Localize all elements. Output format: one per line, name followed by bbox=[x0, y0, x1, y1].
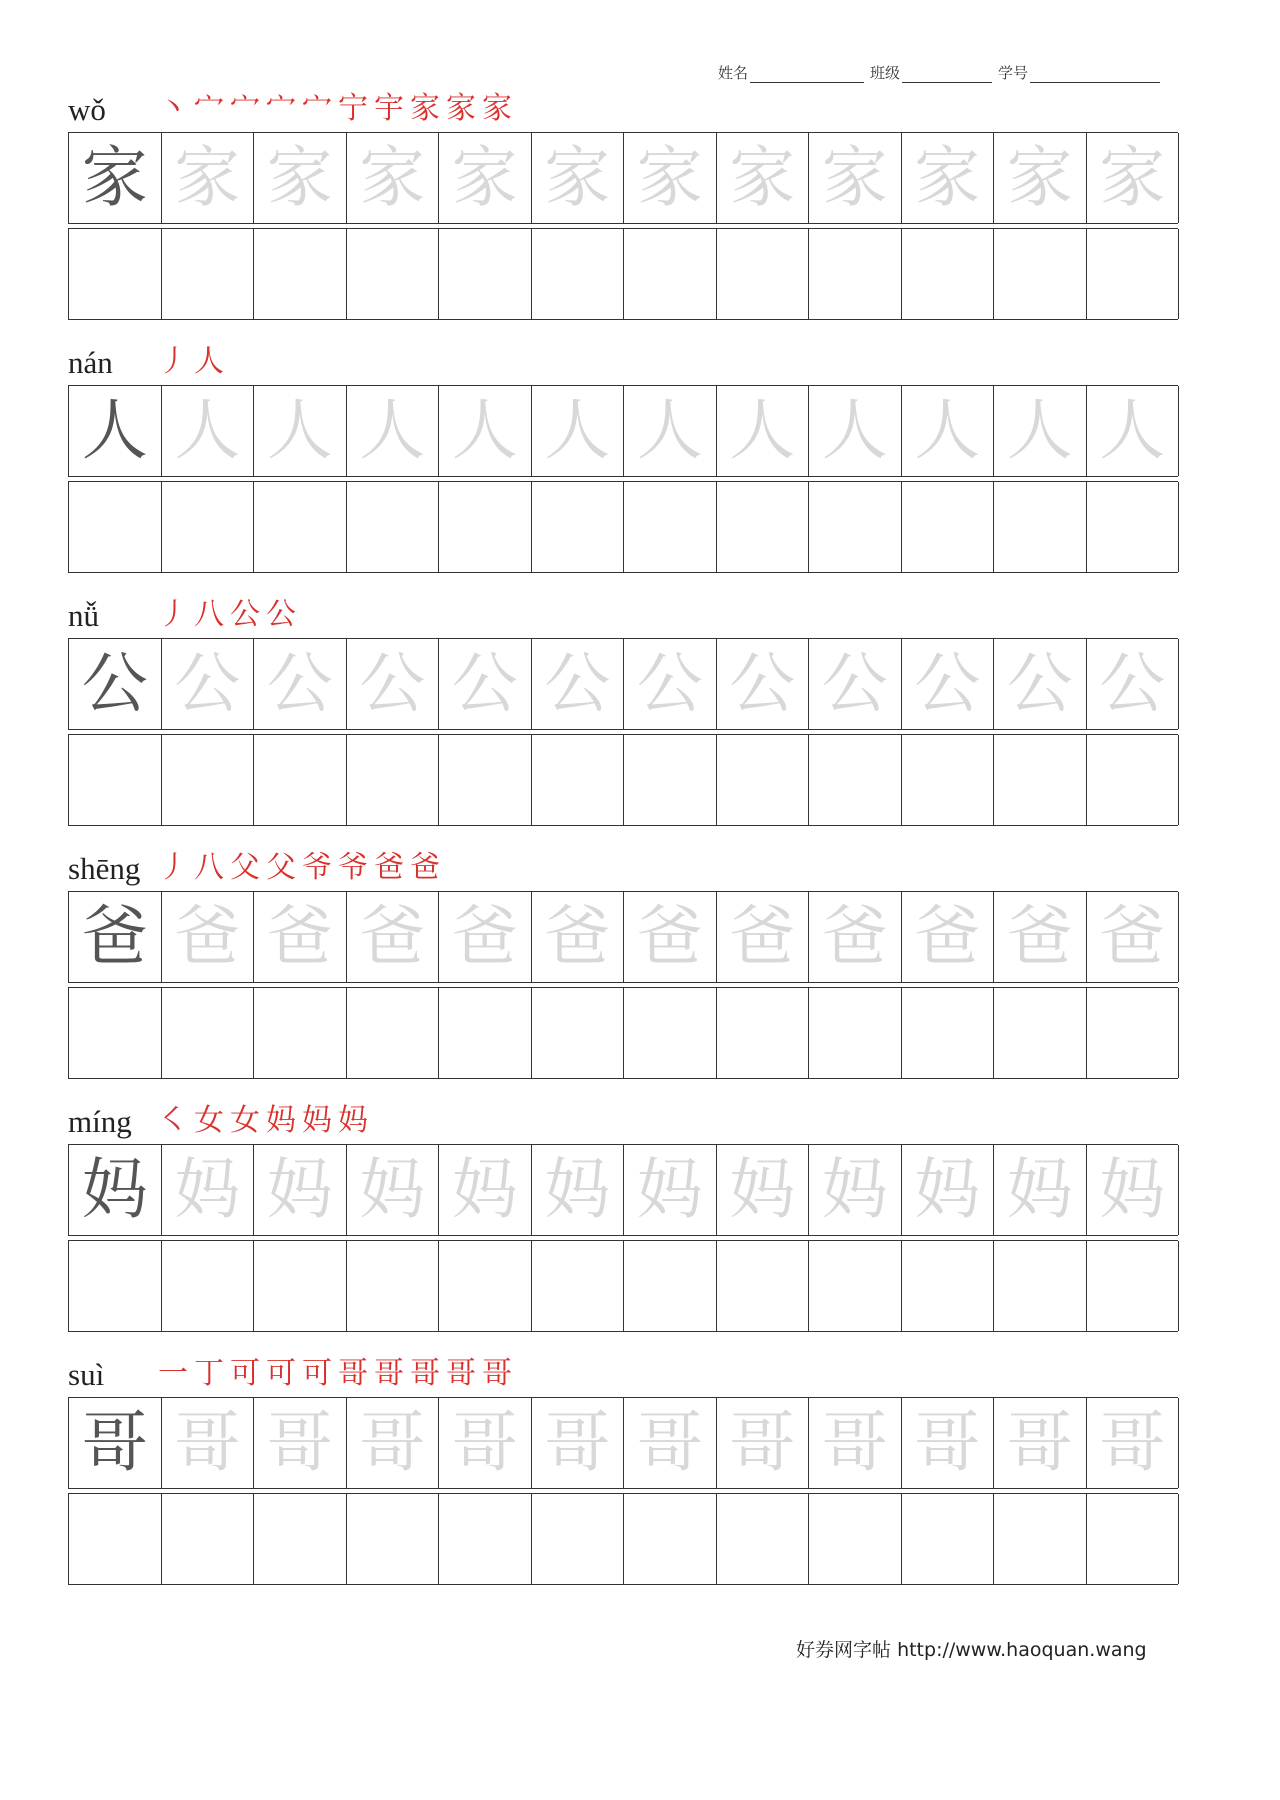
trace-character[interactable]: 爸 bbox=[162, 892, 255, 982]
stroke-step bbox=[266, 1357, 296, 1391]
trace-character[interactable]: 家 bbox=[347, 133, 440, 223]
trace-character[interactable]: 人 bbox=[347, 386, 440, 476]
model-character: 人 bbox=[69, 386, 162, 476]
empty-writing-cell[interactable] bbox=[439, 229, 532, 319]
empty-writing-cell[interactable] bbox=[809, 988, 902, 1078]
empty-writing-cell[interactable] bbox=[69, 482, 162, 572]
stroke-glyph: 妈 bbox=[302, 1103, 332, 1138]
empty-writing-cell[interactable] bbox=[347, 988, 440, 1078]
empty-writing-cell[interactable] bbox=[532, 229, 625, 319]
trace-character[interactable]: 家 bbox=[162, 133, 255, 223]
empty-writing-cell[interactable] bbox=[347, 482, 440, 572]
stroke-glyph: 妈 bbox=[266, 1103, 296, 1138]
stroke-glyph: 爷 bbox=[302, 850, 332, 885]
stroke-glyph: 公 bbox=[230, 597, 260, 632]
empty-writing-cell[interactable] bbox=[69, 988, 162, 1078]
stroke-step bbox=[230, 1104, 260, 1138]
section-title-row bbox=[68, 1092, 1178, 1144]
stroke-glyph: 宇 bbox=[374, 91, 404, 126]
empty-writing-cell[interactable] bbox=[254, 735, 347, 825]
empty-writing-cell[interactable] bbox=[624, 735, 717, 825]
footer-url[interactable]: http://www.haoquan.wang bbox=[897, 1639, 1147, 1661]
empty-writing-cell[interactable] bbox=[347, 1494, 440, 1584]
trace-character[interactable]: 公 bbox=[1087, 639, 1180, 729]
empty-writing-cell[interactable] bbox=[1087, 1494, 1180, 1584]
empty-writing-cell[interactable] bbox=[902, 735, 995, 825]
empty-writing-cell[interactable] bbox=[624, 988, 717, 1078]
empty-writing-cell[interactable] bbox=[532, 735, 625, 825]
empty-writing-cell[interactable] bbox=[162, 229, 255, 319]
practice-section-5 bbox=[68, 1092, 1178, 1332]
empty-writing-cell[interactable] bbox=[717, 988, 810, 1078]
trace-character[interactable]: 公 bbox=[347, 639, 440, 729]
stroke-glyph: 宀 bbox=[194, 91, 224, 126]
trace-character[interactable]: 妈 bbox=[809, 1145, 902, 1235]
trace-character[interactable]: 人 bbox=[532, 386, 625, 476]
stroke-glyph: 家 bbox=[446, 91, 476, 126]
empty-writing-cell[interactable] bbox=[69, 229, 162, 319]
trace-character[interactable]: 家 bbox=[1087, 133, 1180, 223]
stroke-step bbox=[266, 92, 296, 126]
stroke-order-sequence bbox=[158, 345, 224, 379]
trace-character[interactable]: 哥 bbox=[902, 1398, 995, 1488]
stroke-step bbox=[266, 851, 296, 885]
empty-writing-cell[interactable] bbox=[809, 482, 902, 572]
class-label: 班级 bbox=[870, 64, 901, 82]
trace-character[interactable]: 人 bbox=[254, 386, 347, 476]
tracing-row bbox=[68, 1144, 1178, 1236]
stroke-glyph: 哥 bbox=[482, 1356, 512, 1391]
stroke-glyph: 宀 bbox=[266, 91, 296, 126]
stroke-glyph: 公 bbox=[266, 597, 296, 632]
empty-writing-cell[interactable] bbox=[902, 229, 995, 319]
empty-writing-cell[interactable] bbox=[809, 1494, 902, 1584]
trace-character[interactable]: 哥 bbox=[439, 1398, 532, 1488]
trace-character[interactable]: 人 bbox=[439, 386, 532, 476]
stroke-order-sequence bbox=[158, 92, 512, 126]
model-character: 公 bbox=[69, 639, 162, 729]
trace-character[interactable]: 人 bbox=[162, 386, 255, 476]
empty-writing-cell[interactable] bbox=[717, 1494, 810, 1584]
empty-writing-cell[interactable] bbox=[254, 1241, 347, 1331]
trace-character[interactable]: 公 bbox=[809, 639, 902, 729]
empty-writing-cell[interactable] bbox=[254, 1494, 347, 1584]
stroke-step bbox=[158, 92, 188, 126]
stroke-glyph: 家 bbox=[410, 91, 440, 126]
empty-writing-cell[interactable] bbox=[902, 988, 995, 1078]
practice-section-3 bbox=[68, 586, 1178, 826]
stroke-glyph: 可 bbox=[302, 1356, 332, 1391]
trace-character[interactable]: 公 bbox=[439, 639, 532, 729]
trace-character[interactable]: 妈 bbox=[439, 1145, 532, 1235]
trace-character[interactable]: 妈 bbox=[717, 1145, 810, 1235]
empty-writing-cell[interactable] bbox=[162, 1241, 255, 1331]
pinyin-label: míng bbox=[68, 1104, 132, 1139]
trace-character[interactable]: 爸 bbox=[347, 892, 440, 982]
stroke-step bbox=[158, 1357, 188, 1391]
stroke-glyph: 爷 bbox=[338, 850, 368, 885]
practice-section-1 bbox=[68, 80, 1178, 320]
stroke-glyph: 丁 bbox=[194, 1356, 224, 1391]
trace-character[interactable]: 妈 bbox=[347, 1145, 440, 1235]
stroke-step bbox=[410, 92, 440, 126]
stroke-glyph: 丿 bbox=[158, 344, 188, 379]
writing-row bbox=[68, 1493, 1178, 1585]
empty-writing-cell[interactable] bbox=[1087, 735, 1180, 825]
stroke-step bbox=[446, 92, 476, 126]
section-title-row bbox=[68, 586, 1178, 638]
trace-character[interactable]: 爸 bbox=[532, 892, 625, 982]
empty-writing-cell[interactable] bbox=[902, 1241, 995, 1331]
trace-character[interactable]: 公 bbox=[162, 639, 255, 729]
pinyin-label: shēng bbox=[68, 851, 141, 886]
empty-writing-cell[interactable] bbox=[994, 229, 1087, 319]
stroke-glyph: 人 bbox=[194, 344, 224, 379]
stroke-glyph: 丿 bbox=[158, 850, 188, 885]
stroke-step bbox=[338, 92, 368, 126]
empty-writing-cell[interactable] bbox=[162, 482, 255, 572]
stroke-glyph: 爸 bbox=[410, 850, 440, 885]
stroke-step bbox=[158, 851, 188, 885]
stroke-glyph: 一 bbox=[158, 1356, 188, 1391]
empty-writing-cell[interactable] bbox=[347, 229, 440, 319]
trace-character[interactable]: 哥 bbox=[532, 1398, 625, 1488]
name-label: 姓名 bbox=[718, 64, 749, 82]
empty-writing-cell[interactable] bbox=[532, 482, 625, 572]
trace-character[interactable]: 妈 bbox=[1087, 1145, 1180, 1235]
stroke-step bbox=[194, 598, 224, 632]
trace-character[interactable]: 妈 bbox=[254, 1145, 347, 1235]
stroke-glyph: 八 bbox=[194, 850, 224, 885]
trace-character[interactable]: 公 bbox=[532, 639, 625, 729]
empty-writing-cell[interactable] bbox=[717, 482, 810, 572]
stroke-step bbox=[302, 851, 332, 885]
stroke-step bbox=[230, 598, 260, 632]
empty-writing-cell[interactable] bbox=[69, 1241, 162, 1331]
trace-character[interactable]: 妈 bbox=[162, 1145, 255, 1235]
stroke-step bbox=[230, 851, 260, 885]
empty-writing-cell[interactable] bbox=[902, 1494, 995, 1584]
stroke-step bbox=[158, 598, 188, 632]
empty-writing-cell[interactable] bbox=[717, 1241, 810, 1331]
trace-character[interactable]: 人 bbox=[809, 386, 902, 476]
trace-character[interactable]: 家 bbox=[809, 133, 902, 223]
stroke-step bbox=[230, 92, 260, 126]
empty-writing-cell[interactable] bbox=[994, 735, 1087, 825]
stroke-step bbox=[302, 1357, 332, 1391]
trace-character[interactable]: 家 bbox=[439, 133, 532, 223]
empty-writing-cell[interactable] bbox=[994, 1241, 1087, 1331]
stroke-step bbox=[194, 851, 224, 885]
stroke-step bbox=[230, 1357, 260, 1391]
writing-row bbox=[68, 228, 1178, 320]
trace-character[interactable]: 公 bbox=[624, 639, 717, 729]
stroke-step bbox=[338, 851, 368, 885]
trace-character[interactable]: 家 bbox=[532, 133, 625, 223]
empty-writing-cell[interactable] bbox=[532, 988, 625, 1078]
stroke-glyph: 爸 bbox=[374, 850, 404, 885]
empty-writing-cell[interactable] bbox=[994, 1494, 1087, 1584]
empty-writing-cell[interactable] bbox=[532, 1494, 625, 1584]
empty-writing-cell[interactable] bbox=[902, 482, 995, 572]
empty-writing-cell[interactable] bbox=[69, 735, 162, 825]
writing-row bbox=[68, 987, 1178, 1079]
stroke-glyph: 哥 bbox=[374, 1356, 404, 1391]
stroke-glyph: 哥 bbox=[410, 1356, 440, 1391]
trace-character[interactable]: 人 bbox=[624, 386, 717, 476]
stroke-step bbox=[374, 1357, 404, 1391]
pinyin-label: wǒ bbox=[68, 92, 106, 127]
pinyin-label: nǚ bbox=[68, 598, 99, 633]
empty-writing-cell[interactable] bbox=[162, 988, 255, 1078]
trace-character[interactable]: 哥 bbox=[254, 1398, 347, 1488]
trace-character[interactable]: 哥 bbox=[809, 1398, 902, 1488]
empty-writing-cell[interactable] bbox=[624, 1494, 717, 1584]
stroke-step bbox=[158, 1104, 188, 1138]
empty-writing-cell[interactable] bbox=[439, 988, 532, 1078]
trace-character[interactable]: 爸 bbox=[717, 892, 810, 982]
trace-character[interactable]: 爸 bbox=[254, 892, 347, 982]
stroke-step bbox=[158, 345, 188, 379]
trace-character[interactable]: 公 bbox=[902, 639, 995, 729]
empty-writing-cell[interactable] bbox=[717, 735, 810, 825]
section-title-row bbox=[68, 839, 1178, 891]
tracing-row bbox=[68, 385, 1178, 477]
stroke-order-sequence bbox=[158, 1104, 368, 1138]
empty-writing-cell[interactable] bbox=[1087, 988, 1180, 1078]
empty-writing-cell[interactable] bbox=[624, 229, 717, 319]
writing-row bbox=[68, 734, 1178, 826]
stroke-glyph: 父 bbox=[266, 850, 296, 885]
empty-writing-cell[interactable] bbox=[717, 229, 810, 319]
trace-character[interactable]: 家 bbox=[624, 133, 717, 223]
empty-writing-cell[interactable] bbox=[1087, 1241, 1180, 1331]
trace-character[interactable]: 哥 bbox=[994, 1398, 1087, 1488]
trace-character[interactable]: 爸 bbox=[994, 892, 1087, 982]
empty-writing-cell[interactable] bbox=[624, 482, 717, 572]
trace-character[interactable]: 公 bbox=[994, 639, 1087, 729]
empty-writing-cell[interactable] bbox=[162, 735, 255, 825]
stroke-glyph: 可 bbox=[266, 1356, 296, 1391]
stroke-step bbox=[446, 1357, 476, 1391]
trace-character[interactable]: 妈 bbox=[902, 1145, 995, 1235]
empty-writing-cell[interactable] bbox=[624, 1241, 717, 1331]
stroke-step bbox=[302, 92, 332, 126]
empty-writing-cell[interactable] bbox=[1087, 482, 1180, 572]
trace-character[interactable]: 公 bbox=[254, 639, 347, 729]
trace-character[interactable]: 妈 bbox=[994, 1145, 1087, 1235]
stroke-step bbox=[302, 1104, 332, 1138]
writing-row bbox=[68, 1240, 1178, 1332]
stroke-glyph: 宁 bbox=[338, 91, 368, 126]
trace-character[interactable]: 家 bbox=[254, 133, 347, 223]
empty-writing-cell[interactable] bbox=[809, 229, 902, 319]
trace-character[interactable]: 家 bbox=[994, 133, 1087, 223]
tracing-row bbox=[68, 638, 1178, 730]
stroke-order-sequence bbox=[158, 1357, 512, 1391]
trace-character[interactable]: 人 bbox=[1087, 386, 1180, 476]
trace-character[interactable]: 爸 bbox=[439, 892, 532, 982]
trace-character[interactable]: 妈 bbox=[624, 1145, 717, 1235]
stroke-step bbox=[338, 1104, 368, 1138]
stroke-glyph: 女 bbox=[194, 1103, 224, 1138]
model-character: 爸 bbox=[69, 892, 162, 982]
empty-writing-cell[interactable] bbox=[254, 482, 347, 572]
trace-character[interactable]: 家 bbox=[902, 133, 995, 223]
section-title-row bbox=[68, 1345, 1178, 1397]
stroke-glyph: 哥 bbox=[338, 1356, 368, 1391]
tracing-row bbox=[68, 891, 1178, 983]
model-character: 哥 bbox=[69, 1398, 162, 1488]
writing-row bbox=[68, 481, 1178, 573]
tracing-row bbox=[68, 132, 1178, 224]
stroke-glyph: 哥 bbox=[446, 1356, 476, 1391]
empty-writing-cell[interactable] bbox=[994, 988, 1087, 1078]
stroke-step bbox=[194, 345, 224, 379]
trace-character[interactable]: 哥 bbox=[162, 1398, 255, 1488]
practice-section-6 bbox=[68, 1345, 1178, 1585]
empty-writing-cell[interactable] bbox=[347, 1241, 440, 1331]
model-character: 妈 bbox=[69, 1145, 162, 1235]
stroke-step bbox=[482, 1357, 512, 1391]
student-id-label: 学号 bbox=[998, 64, 1029, 82]
stroke-step bbox=[338, 1357, 368, 1391]
stroke-step bbox=[194, 92, 224, 126]
pinyin-label: suì bbox=[68, 1357, 105, 1392]
footer bbox=[796, 1635, 1180, 1662]
stroke-glyph: 丿 bbox=[158, 597, 188, 632]
stroke-order-sequence bbox=[158, 851, 440, 885]
section-title-row bbox=[68, 333, 1178, 385]
trace-character[interactable]: 爸 bbox=[902, 892, 995, 982]
trace-character[interactable]: 人 bbox=[902, 386, 995, 476]
stroke-glyph: 女 bbox=[230, 1103, 260, 1138]
empty-writing-cell[interactable] bbox=[994, 482, 1087, 572]
empty-writing-cell[interactable] bbox=[439, 482, 532, 572]
trace-character[interactable]: 人 bbox=[994, 386, 1087, 476]
practice-section-4 bbox=[68, 839, 1178, 1079]
pinyin-label: nán bbox=[68, 345, 113, 380]
footer-site-name: 好券网字帖 bbox=[796, 1639, 892, 1661]
trace-character[interactable]: 爸 bbox=[1087, 892, 1180, 982]
trace-character[interactable]: 哥 bbox=[1087, 1398, 1180, 1488]
trace-character[interactable]: 哥 bbox=[347, 1398, 440, 1488]
tracing-row bbox=[68, 1397, 1178, 1489]
stroke-glyph: 宀 bbox=[230, 91, 260, 126]
stroke-glyph: 可 bbox=[230, 1356, 260, 1391]
trace-character[interactable]: 妈 bbox=[532, 1145, 625, 1235]
stroke-step bbox=[374, 92, 404, 126]
empty-writing-cell[interactable] bbox=[69, 1494, 162, 1584]
empty-writing-cell[interactable] bbox=[809, 735, 902, 825]
trace-character[interactable]: 公 bbox=[717, 639, 810, 729]
stroke-glyph: 宀 bbox=[302, 91, 332, 126]
model-character: 家 bbox=[69, 133, 162, 223]
empty-writing-cell[interactable] bbox=[1087, 229, 1180, 319]
empty-writing-cell[interactable] bbox=[254, 988, 347, 1078]
empty-writing-cell[interactable] bbox=[439, 735, 532, 825]
stroke-glyph: 八 bbox=[194, 597, 224, 632]
trace-character[interactable]: 爸 bbox=[624, 892, 717, 982]
stroke-order-sequence bbox=[158, 598, 296, 632]
trace-character[interactable]: 家 bbox=[717, 133, 810, 223]
stroke-step bbox=[266, 1104, 296, 1138]
empty-writing-cell[interactable] bbox=[347, 735, 440, 825]
empty-writing-cell[interactable] bbox=[809, 1241, 902, 1331]
stroke-glyph: ㇛ bbox=[158, 1103, 188, 1138]
stroke-step bbox=[266, 598, 296, 632]
section-title-row bbox=[68, 80, 1178, 132]
trace-character[interactable]: 哥 bbox=[624, 1398, 717, 1488]
practice-section-2 bbox=[68, 333, 1178, 573]
stroke-step bbox=[410, 851, 440, 885]
trace-character[interactable]: 爸 bbox=[809, 892, 902, 982]
empty-writing-cell[interactable] bbox=[439, 1241, 532, 1331]
stroke-step bbox=[410, 1357, 440, 1391]
empty-writing-cell[interactable] bbox=[254, 229, 347, 319]
empty-writing-cell[interactable] bbox=[439, 1494, 532, 1584]
stroke-step bbox=[194, 1357, 224, 1391]
empty-writing-cell[interactable] bbox=[532, 1241, 625, 1331]
stroke-step bbox=[374, 851, 404, 885]
stroke-glyph: 父 bbox=[230, 850, 260, 885]
stroke-glyph: 丶 bbox=[158, 91, 188, 126]
trace-character[interactable]: 哥 bbox=[717, 1398, 810, 1488]
trace-character[interactable]: 人 bbox=[717, 386, 810, 476]
stroke-step bbox=[194, 1104, 224, 1138]
stroke-glyph: 妈 bbox=[338, 1103, 368, 1138]
stroke-step bbox=[482, 92, 512, 126]
stroke-glyph: 家 bbox=[482, 91, 512, 126]
empty-writing-cell[interactable] bbox=[162, 1494, 255, 1584]
